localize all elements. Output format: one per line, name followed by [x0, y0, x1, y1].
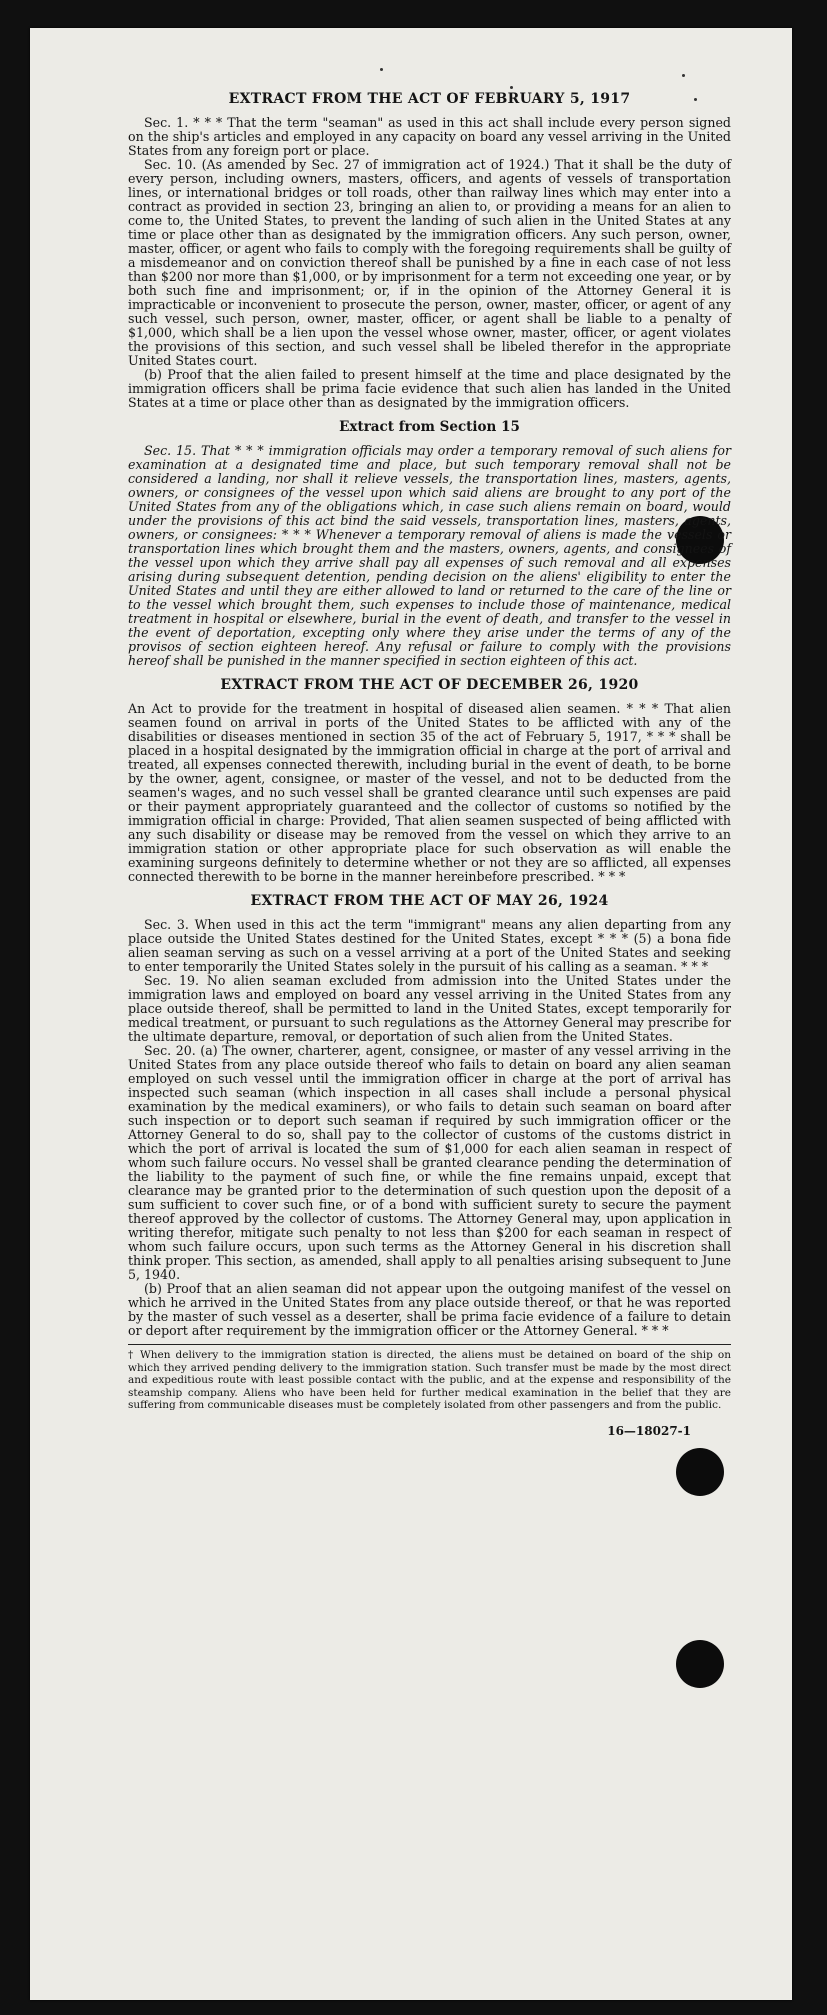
heading-section-15: Extract from Section 15 — [339, 419, 520, 435]
document-text — [128, 92, 731, 1438]
section-10-paragraph: Sec. 10. (As amended by Sec. 27 of immigration act of 1924.) That it shall be the duty of every person, including owners, masters, officers, and agents of vessels of transportation lines, or international bridges or toll roads, other than railway lines which may enter into a contract as provided in section 23, bringing an alien to, or providing a means for an alien to come to, the United States, to prevent the landing of such alien in the United States at any time or place other than as designated by the immigration officers. Any such person, owner, master, officer, or agent who fails to comply with the foregoing requirements shall be guilty of a misdemeanor and on conviction thereof shall be punished by a fine in each case of not less than $200 nor more than $1,000, or by imprisonment for a term not exceeding one year, or by both such fine and imprisonment; or, if in the opinion of the Attorney General it is impracticable or inconvenient to prosecute the person, owner, master, officer, or agent of any such vessel, such person, owner, master, officer, or agent shall be liable to a penalty of $1,000, which shall be a lien upon the vessel whose owner, master, officer, or agent violates the provisions of this section, and such vessel shall be libeled therefor in the appropriate United States court. — [128, 157, 731, 368]
section-1-paragraph: Sec. 1. * * * That the term "seaman" as used in this act shall include every person signed on the ship's articles and employed in any capacity on board any vessel arriving in the United States from any foreign port or place. — [128, 115, 731, 158]
section-19-paragraph: Sec. 19. No alien seaman excluded from admission into the United States under the immigration laws and employed on board any vessel arriving in the United States from any place outside thereof, shall be permitted to land in the United States, except temporarily for medical treatment, or pursuant to such regulations as the Attorney General may prescribe for the ultimate departure, removal, or deportation of such alien from the United States. — [128, 973, 731, 1044]
section-20b-paragraph: (b) Proof that an alien seaman did not appear upon the outgoing manifest of the vessel on which he arrived in the United States from any place outside thereof, or that he was reported by the master of such vessel as a deserter, shall be prima facie evidence of a failure to detain or deport after requirement by the immigration officer or the Attorney General. * * * — [128, 1281, 731, 1338]
section-10b-paragraph: (b) Proof that the alien failed to present himself at the time and place designated by the immigration officers shall be prima facie evidence that such alien has landed in the United States at a time or place other than as designated by the immigration officers. — [128, 367, 731, 410]
heading-act-1917: EXTRACT FROM THE ACT OF FEBRUARY 5, 1917 — [228, 91, 631, 107]
heading-act-1924: EXTRACT FROM THE ACT OF MAY 26, 1924 — [250, 893, 609, 909]
paper-speck — [380, 68, 383, 71]
section-20a-paragraph: Sec. 20. (a) The owner, charterer, agent, consignee, or master of any vessel arriving in the United States from any place outside thereof who fails to detain on board any alien seaman employed on such vessel until the immigration officer in charge at the port of arrival has inspected such seaman (which inspection in all cases shall include a personal physical examination by the medical examiners), or who fails to detain such seaman on board after such inspection or to deport such seaman if required by such immigration officer or the Attorney General to do so, shall pay to the collector of customs of the customs district in which the port of arrival is located the sum of $1,000 for each alien seaman in respect of whom such failure occurs. No vessel shall be granted clearance pending the determination of the liability to the payment of such fine, or while the fine remains unpaid, except that clearance may be granted prior to the determination of such question upon the deposit of a sum sufficient to cover such fine, or of a bond with sufficient surety to secure the payment thereof approved by the collector of customs. The Attorney General may, upon application in writing therefor, mitigate such penalty to not less than $200 for each seaman in respect of whom such failure occurs, upon such terms as the Attorney General in his discretion shall think proper. This section, as amended, shall apply to all penalties arising subsequent to June 5, 1940. — [128, 1043, 731, 1282]
punch-hole — [676, 1448, 724, 1496]
paper-speck — [682, 74, 685, 77]
section-3-paragraph: Sec. 3. When used in this act the term "immigrant" means any alien departing from any place outside the United States destined for the United States, except * * * (5) a bona fide alien seaman serving as such on a vessel arriving at a port of the United States and seeking to enter temporarily the United States solely in the pursuit of his calling as a seaman. * * * — [128, 917, 731, 974]
section-15-paragraph: Sec. 15. That * * * immigration officials may order a temporary removal of such aliens for examination at a designated time and place, but such temporary removal shall not be considered a landing, nor shall it relieve vessels, the transportation lines, masters, agents, owners, or consignees of the vessel upon which said aliens are brought to any port of the United States from any of the obligations which, in case such aliens remain on board, would under the provisions of this act bind the said vessels, transportation lines, masters, agents, owners, or consignees: * * * Whenever a temporary removal of aliens is made the vessels or transportation lines which brought them and the masters, owners, agents, and consignees of the vessel upon which they arrive shall pay all expenses of such removal and all expenses arising during subsequent detention, pending decision on the aliens' eligibility to enter the United States and until they are either allowed to land or returned to the care of the line or to the vessel which brought them, such expenses to include those of maintenance, medical treatment in hospital or elsewhere, burial in the event of death, and transfer to the vessel in the event of deportation, excepting only where they arise under the terms of any of the provisos of section eighteen hereof. Any refusal or failure to comply with the provisions hereof shall be punished in the manner specified in section eighteen of this act. — [128, 443, 731, 668]
punch-hole — [676, 1640, 724, 1688]
form-number: 16—18027-1 — [607, 1423, 691, 1438]
heading-act-1920: EXTRACT FROM THE ACT OF DECEMBER 26, 1920 — [220, 677, 639, 693]
paper-speck — [510, 86, 513, 89]
footnote: † When delivery to the immigration station is directed, the aliens must be detained on board of the ship on which they arrived pending delivery to the immigration station. Such transfer must be made by the most direct and expeditious route with least possible contact with the public, and at the expense and responsibility of the steamship company. Aliens who have been held for further medical examination in the belief that they are suffering from communicable diseases must be completely isolated from other passengers and from the public. — [128, 1344, 731, 1412]
act-1920-paragraph: An Act to provide for the treatment in hospital of diseased alien seamen. * * * That alien seamen found on arrival in ports of the United States to be afflicted with any of the disabilities or diseases mentioned in section 35 of the act of February 5, 1917, * * * shall be placed in a hospital designated by the immigration official in charge at the port of arrival and treated, all expenses connected therewith, including burial in the event of death, to be borne by the owner, agent, consignee, or master of the vessel, and not to be deducted from the seamen's wages, and no such vessel shall be granted clearance until such expenses are paid or their payment appropriately guaranteed and the collector of customs so notified by the immigration official in charge: Provided, That alien seamen suspected of being afflicted with any such disability or disease may be removed from the vessel on which they arrive to an immigration station or other appropriate place for such observation as will enable the examining surgeons definitely to determine whether or not they are so afflicted, all expenses connected therewith to be borne in the manner hereinbefore prescribed. * * * — [128, 701, 731, 884]
